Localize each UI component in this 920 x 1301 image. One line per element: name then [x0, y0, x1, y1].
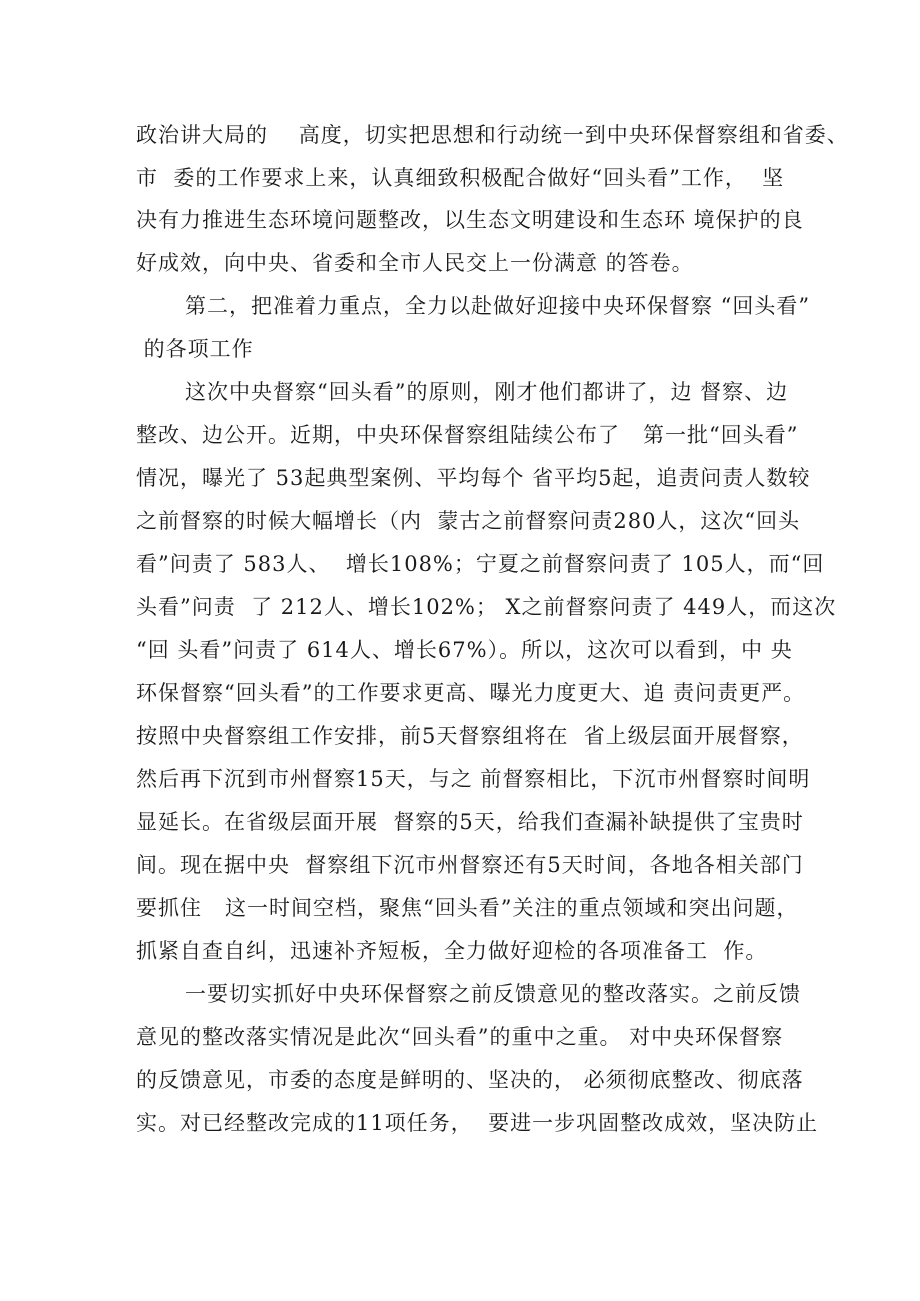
- text-line: 这次中央督察“回头看”的原则，刚才他们都讲了，边 督察、边: [185, 380, 789, 404]
- text-line: 之前督察的时候大幅增长（内 蒙古之前督察问责280人，这次“回头: [136, 509, 801, 533]
- text-line: 政治讲大局的 高度，切实把思想和行动统一到中央环保督察组和省委、: [136, 123, 849, 147]
- text-line: 显延长。在省级层面开展 督察的5天，给我们查漏补缺提供了宝贵时: [136, 810, 804, 834]
- text-line: 环保督察“回头看”的工作要求更高、曝光力度更大、追 责问责更严。: [136, 681, 806, 705]
- section-heading: 第二，把准着力重点，全力以赴做好迎接中央环保督察 “回头看”: [185, 294, 811, 318]
- text-line: 一要切实抓好中央环保督察之前反馈意见的整改落实。之前反馈: [185, 982, 801, 1006]
- text-line: 头看”问责 了 212人、增长102%； X之前督察问责了 449人，而这次: [136, 595, 837, 619]
- section-heading-continued: 的各项工作: [136, 337, 254, 361]
- text-line: 抓紧自查自纠，迅速补齐短板，全力做好迎检的各项准备工 作。: [136, 939, 768, 963]
- text-line: 好成效，向中央、省委和全市人民交上一份满意 的答卷。: [136, 251, 694, 275]
- text-line: 市 委的工作要求上来，认真细致积极配合做好“回头看”工作， 坚: [136, 166, 785, 190]
- text-line: 看”问责了 583人、 增长108%；宁夏之前督察问责了 105人，而“回: [136, 552, 825, 576]
- text-line: 情况，曝光了 53起典型案例、平均每个 省平均5起，追责问责人数较: [136, 466, 811, 490]
- text-line: 整改、边公开。近期，中央环保督察组陆续公布了 第一批“回头看”: [136, 423, 799, 447]
- text-line: 意见的整改落实情况是此次“回头看”的重中之重。 对中央环保督察: [136, 1025, 784, 1049]
- text-line: 然后再下沉到市州督察15天，与之 前督察相比，下沉市州督察时间明: [136, 767, 811, 791]
- text-line: 要抓住 这一时间空档，聚焦“回头看”关注的重点领域和突出问题，: [136, 896, 799, 920]
- text-line: 实。对已经整改完成的11项任务， 要进一步巩固整改成效，坚决防止: [136, 1111, 819, 1135]
- text-line: 间。现在据中央 督察组下沉市州督察还有5天时间，各地各相关部门: [136, 853, 804, 877]
- text-line: 的反馈意见，市委的态度是鲜明的、坚决的， 必须彻底整改、彻底落: [136, 1068, 804, 1092]
- text-line: 按照中央督察组工作安排，前5天督察组将在 省上级层面开展督察，: [136, 724, 804, 748]
- text-line: “回 头看”问责了 614人、增长67%）。所以，这次可以看到，中 央: [136, 638, 793, 662]
- text-line: 决有力推进生态环境问题整改，以生态文明建设和生态环 境保护的良: [136, 208, 804, 232]
